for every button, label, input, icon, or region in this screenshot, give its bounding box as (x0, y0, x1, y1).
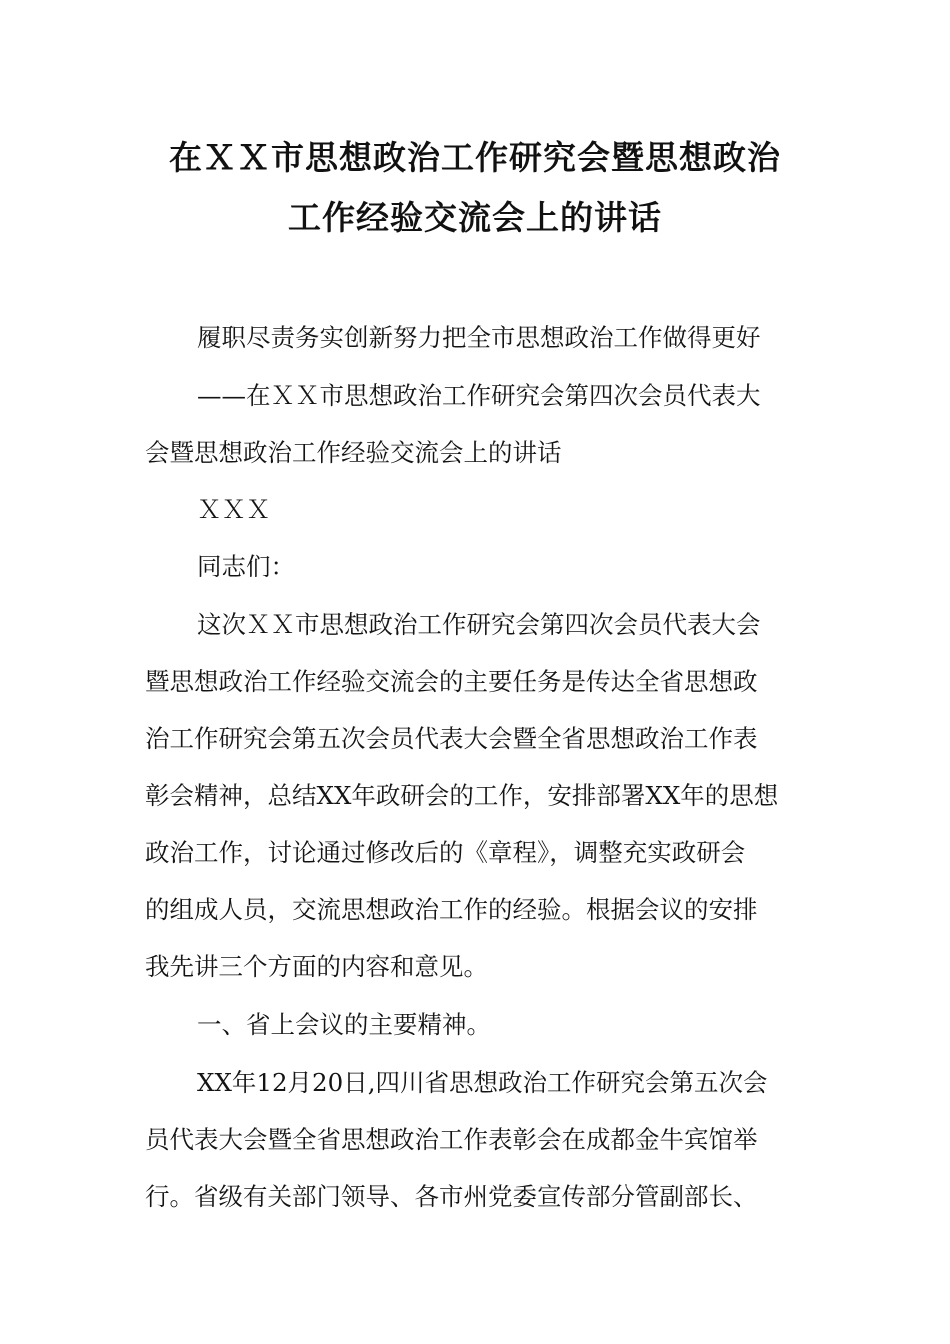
paragraph-line: 政治工作，讨论通过修改后的《章程》，调整充实政研会 (145, 838, 746, 867)
document-title-line-1: 在ＸＸ市思想政治工作研究会暨思想政治 (169, 138, 781, 177)
paragraph-line: 的组成人员，交流思想政治工作的经验。根据会议的安排 (145, 895, 758, 924)
speech-subtitle-line-2: 会暨思想政治工作经验交流会上的讲话 (145, 438, 562, 467)
speech-subtitle-line-1: ——在ＸＸ市思想政治工作研究会第四次会员代表大 (197, 381, 761, 410)
speaker-name: ＸＸＸ (197, 495, 271, 524)
paragraph-line: 行。省级有关部门领导、各市州党委宣传部分管副部长、 (145, 1182, 758, 1211)
paragraph-line: XX年12月20日,四川省思想政治工作研究会第五次会 (197, 1068, 768, 1097)
paragraph-line: 彰会精神，总结XX年政研会的工作，安排部署XX年的思想 (145, 781, 779, 810)
section-heading: 一、省上会议的主要精神。 (197, 1010, 491, 1039)
document-title-line-2: 工作经验交流会上的讲话 (288, 198, 662, 237)
paragraph-line: 治工作研究会第五次会员代表大会暨全省思想政治工作表 (145, 724, 758, 753)
paragraph-line: 暨思想政治工作经验交流会的主要任务是传达全省思想政 (145, 667, 758, 696)
paragraph-line: 员代表大会暨全省思想政治工作表彰会在成都金牛宾馆举 (145, 1125, 758, 1154)
paragraph-line: 我先讲三个方面的内容和意见。 (145, 952, 488, 981)
paragraph-line: 这次ＸＸ市思想政治工作研究会第四次会员代表大会 (197, 610, 761, 639)
speech-heading: 履职尽责务实创新努力把全市思想政治工作做得更好 (197, 323, 761, 352)
salutation: 同志们： (197, 552, 295, 581)
